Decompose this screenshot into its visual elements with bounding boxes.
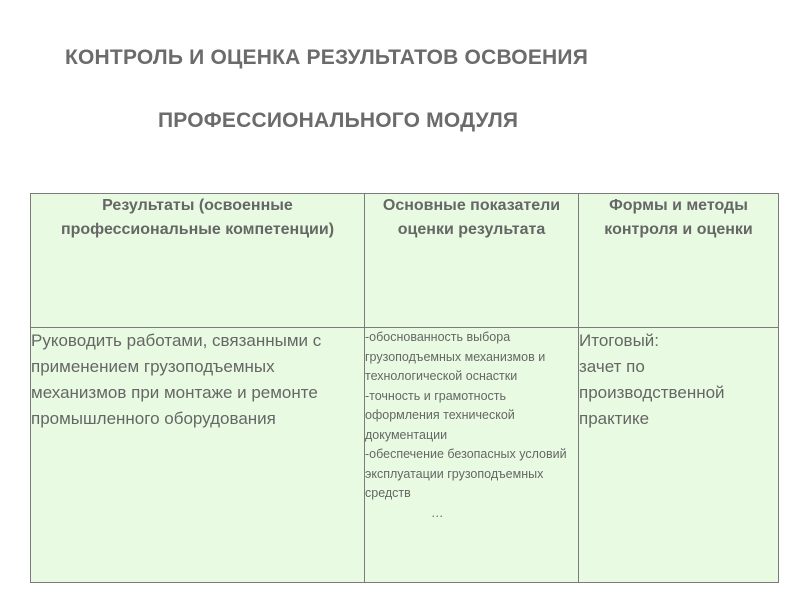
form-method: зачет по производственной практике: [579, 357, 725, 428]
indicators-cell: [365, 328, 579, 583]
result-competence: Руководить работами, связанными с применением грузоподъемных механизмов при монтаже и ремонте промышленного оборудования: [31, 328, 365, 583]
indicator-item: -точность и грамотность оформления технической документации: [365, 388, 515, 442]
page-title-line-1: КОНТРОЛЬ И ОЦЕНКА РЕЗУЛЬТАТОВ ОСВОЕНИЯ: [65, 46, 588, 69]
header-indicators: Основные показатели оценки результата: [365, 194, 579, 328]
form-type: Итоговый:: [579, 331, 660, 350]
indicator-ellipsis: …: [431, 505, 444, 520]
forms-cell: [579, 328, 779, 583]
header-results: Результаты (освоенные профессиональные компетенции): [31, 194, 365, 328]
table-row: [31, 328, 779, 583]
page-title-line-2: ПРОФЕССИОНАЛЬНОГО МОДУЛЯ: [158, 109, 519, 132]
indicator-item: -обеспечение безопасных условий эксплуатации грузоподъемных средств: [365, 447, 567, 500]
header-forms-methods: Формы и методы контроля и оценки: [579, 194, 779, 328]
table-header-row: [31, 194, 779, 328]
indicator-item: -обоснованность выбора грузоподъемных механизмов и технологической оснастки: [365, 330, 546, 383]
assessment-table: [30, 193, 779, 583]
